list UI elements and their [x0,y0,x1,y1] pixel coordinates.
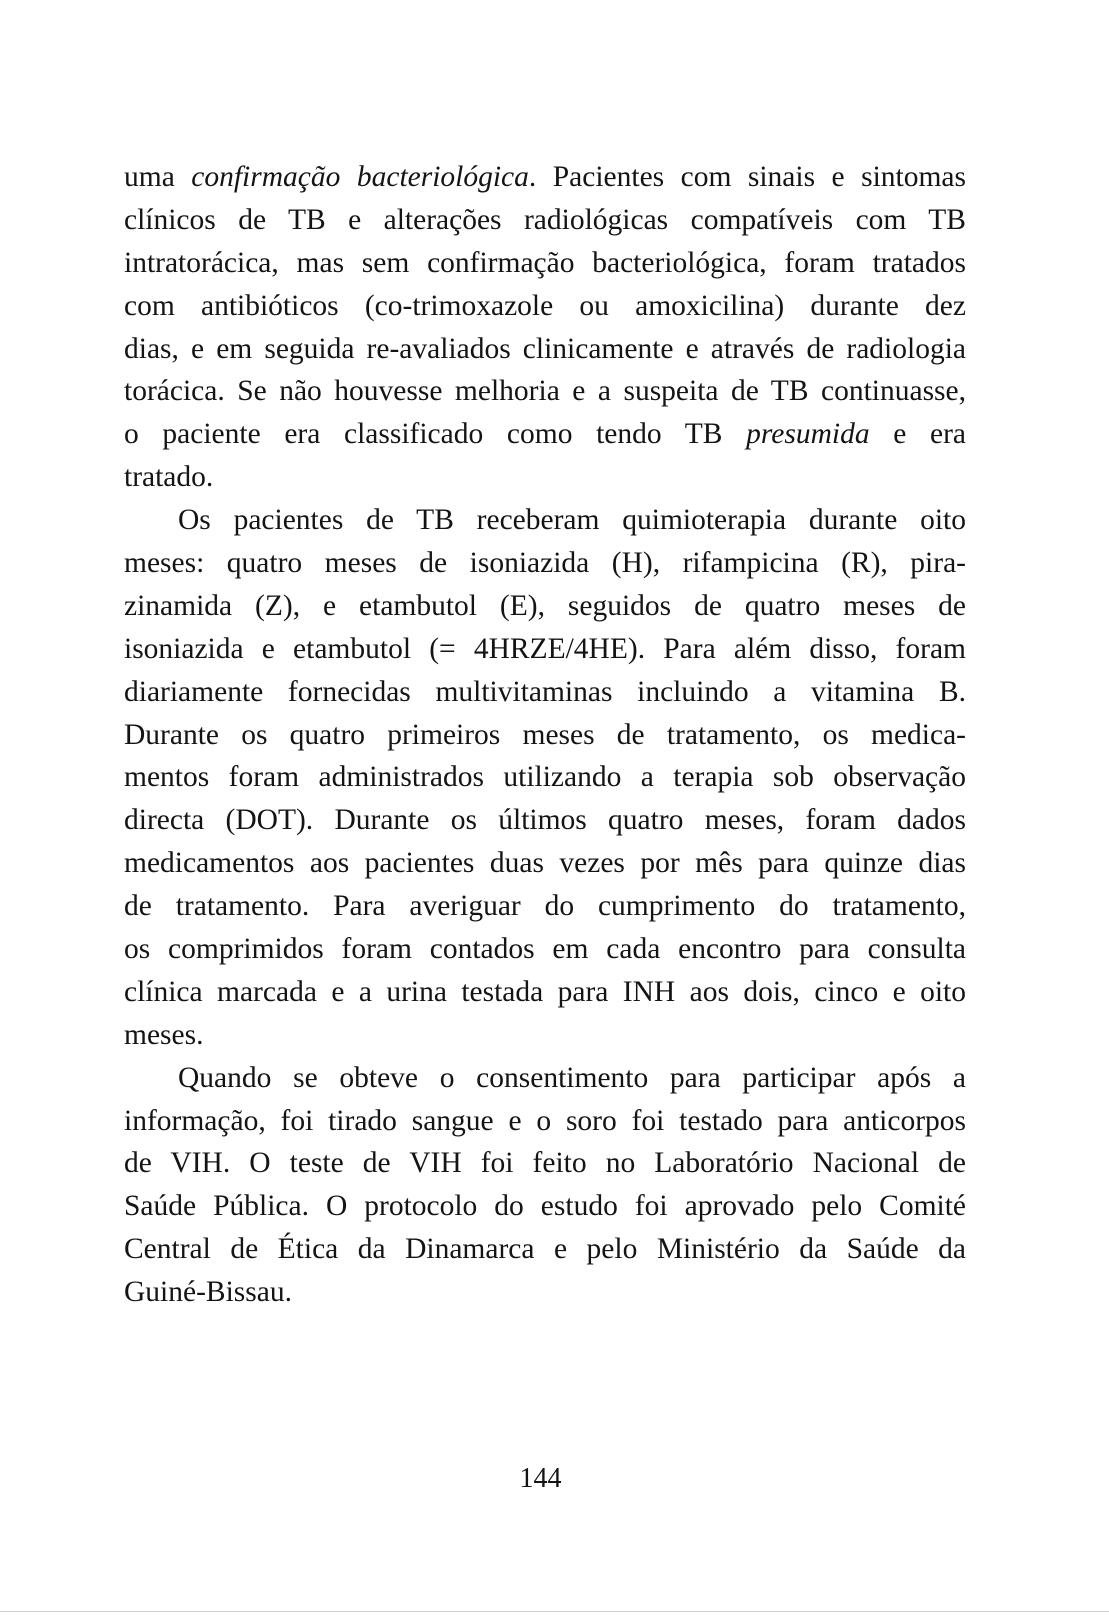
text-line [124,1057,966,1100]
text-segment: de tratamento. Para averiguar do cumprimento do tratamento, [124,890,966,923]
text-segment: meses. [124,1018,204,1051]
text-segment: isoniazida e etambutol (= 4HRZE/4HE). Para além disso, foram [124,632,966,665]
text-segment: zinamida (Z), e etambutol (E), seguidos de quatro meses de [124,589,966,622]
text-segment: clínica marcada e a urina testada para INH aos dois, cinco e oito [124,975,966,1008]
text-segment: Quando se obteve o consentimento para participar após a [178,1061,966,1094]
text-segment: medicamentos aos pacientes duas vezes por mês para quinze dias [124,847,966,880]
text-line [124,328,966,371]
italic-text: confirmação bacteriológica [191,161,529,193]
text-segment: mentos foram administrados utilizando a terapia sob observação [124,761,966,794]
text-line [124,542,966,585]
text-line [124,413,966,456]
text-segment: dias, e em seguida re-avaliados clinicamente e através de radiologia [124,332,966,365]
text-line [124,799,966,842]
page-number-container [0,1463,1109,1495]
text-segment: com antibióticos (co-trimoxazole ou amoxicilina) durante dez [124,289,966,322]
text-segment: Saúde Pública. O protocolo do estudo foi aprovado pelo Comité [124,1190,966,1223]
text-segment: Os pacientes de TB receberam quimioterapia durante oito [178,504,966,537]
text-segment: de VIH. O teste de VIH foi feito no Laboratório Nacional de [124,1147,966,1180]
text-segment: . Pacientes com sinais e sintomas [528,161,966,193]
text-line [124,756,966,799]
text-line [124,1100,966,1143]
text-line [124,199,966,242]
text-line [124,285,966,328]
text-segment: intratorácica, mas sem confirmação bacteriológica, foram tratados [124,246,966,279]
text-line [124,1185,966,1228]
text-segment: meses: quatro meses de isoniazida (H), rifampicina (R), pira- [124,547,966,580]
text-segment: os comprimidos foram contados em cada encontro para consulta [124,933,966,966]
text-line [124,585,966,628]
text-line [124,242,966,285]
text-segment: uma [124,161,192,193]
text-line [124,456,966,499]
text-line [124,671,966,714]
text-segment: Central de Ética da Dinamarca e pelo Ministério da Saúde da [124,1233,966,1266]
text-line [124,885,966,928]
text-segment: Guiné-Bissau. [124,1276,292,1309]
text-segment: informação, foi tirado sangue e o soro foi testado para anticorpos [124,1104,966,1137]
text-line [124,370,966,413]
text-line [124,628,966,671]
text-segment: clínicos de TB e alterações radiológicas compatíveis com TB [124,203,966,236]
text-line [124,928,966,971]
text-line [124,499,966,542]
text-segment: torácica. Se não houvesse melhoria e a suspeita de TB continuasse, [124,375,966,408]
text-segment: directa (DOT). Durante os últimos quatro meses, foram dados [124,804,966,837]
text-segment: Durante os quatro primeiros meses de tratamento, os medica- [124,718,966,751]
text-segment: tratado. [124,461,214,494]
italic-text: presumida [746,418,870,451]
body-text [124,156,966,1314]
scan-edge-divider [0,1611,1109,1612]
text-segment: o paciente era classificado como tendo TB [124,418,747,451]
text-segment: diariamente fornecidas multivitaminas incluindo a vitamina B. [124,675,966,708]
text-segment: e era [869,418,966,451]
text-line [124,842,966,885]
page-number: 144 [519,1463,562,1494]
text-line [124,971,966,1014]
text-line [124,156,966,199]
text-line [124,1014,966,1057]
text-line [124,1228,966,1271]
text-line [124,1271,966,1314]
text-line [124,714,966,757]
text-line [124,1142,966,1185]
